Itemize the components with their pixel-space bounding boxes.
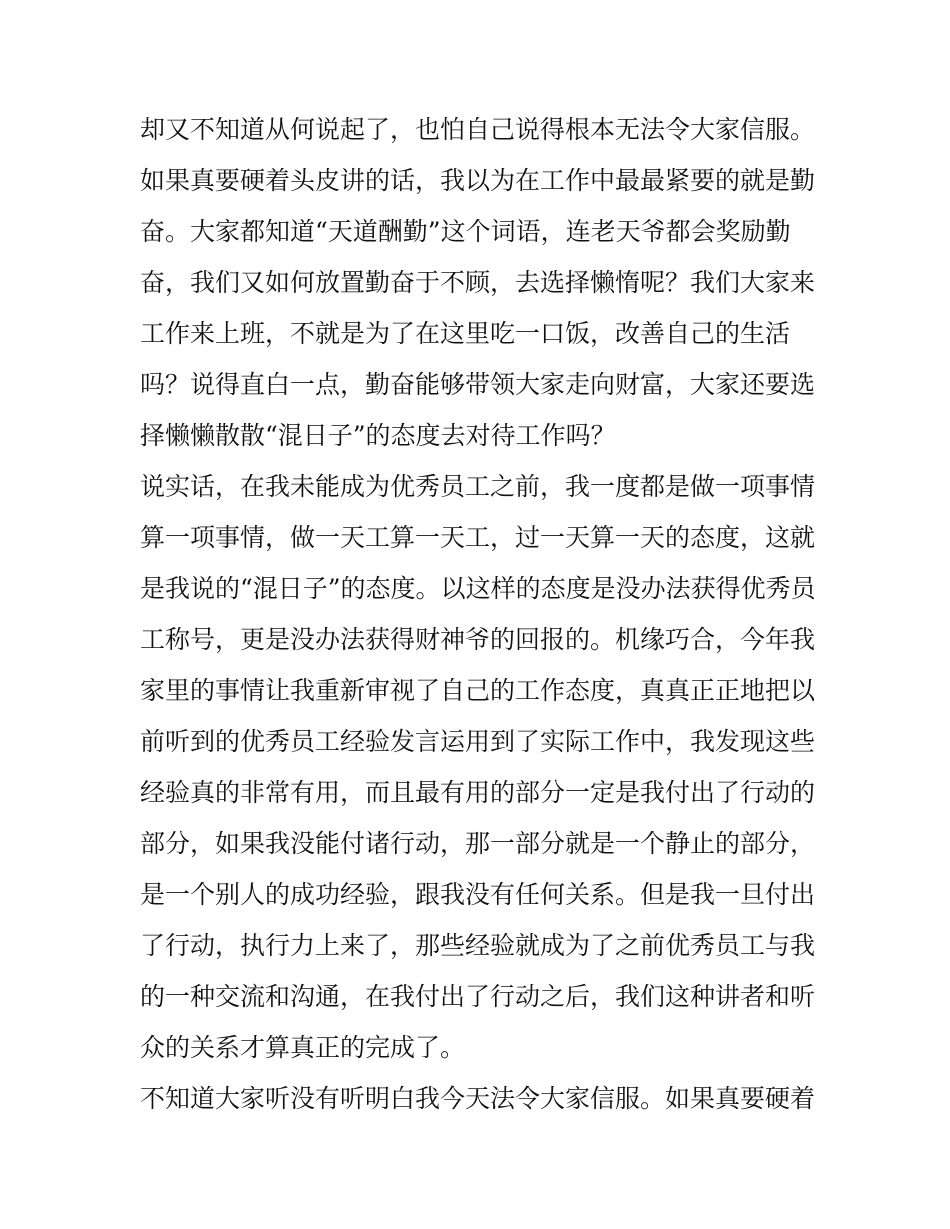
- text-line: 家里的事情让我重新审视了自己的工作态度，真真正正地把以: [140, 676, 816, 705]
- text-line: 择懒懒散散“混日子”的态度去对待工作吗？: [140, 421, 616, 450]
- text-line: 如果真要硬着头皮讲的话，我以为在工作中最最紧要的就是勤: [140, 166, 816, 195]
- text-line: 是一个别人的成功经验，跟我没有任何关系。但是我一旦付出: [140, 880, 816, 909]
- text-line: 却又不知道从何说起了，也怕自己说得根本无法令大家信服。: [140, 115, 816, 144]
- text-line: 前听到的优秀员工经验发言运用到了实际工作中，我发现这些: [140, 727, 816, 756]
- text-line: 不知道大家听没有听明白我今天法令大家信服。如果真要硬着: [140, 1084, 816, 1113]
- text-line: 了行动，执行力上来了，那些经验就成为了之前优秀员工与我: [140, 931, 816, 960]
- text-line: 算一项事情，做一天工算一天工，过一天算一天的态度，这就: [140, 523, 816, 552]
- text-line: 说实话，在我未能成为优秀员工之前，我一度都是做一项事情: [140, 472, 816, 501]
- document-body: [140, 104, 820, 1131]
- text-line: 奋。大家都知道“天道酬勤”这个词语，连老天爷都会奖励勤: [140, 217, 791, 246]
- text-line: 经验真的非常有用，而且最有用的部分一定是我付出了行动的: [140, 778, 816, 807]
- text-line: 工作来上班，不就是为了在这里吃一口饭，改善自己的生活: [140, 319, 791, 348]
- text-line: 的一种交流和沟通，在我付出了行动之后，我们这种讲者和听: [140, 982, 816, 1011]
- text-line: 众的关系才算真正的完成了。: [140, 1033, 466, 1062]
- text-line: 奋，我们又如何放置勤奋于不顾，去选择懒惰呢？我们大家来: [140, 268, 816, 297]
- text-line: 是我说的“混日子”的态度。以这样的态度是没办法获得优秀员: [140, 574, 816, 603]
- text-line: 部分，如果我没能付诸行动，那一部分就是一个静止的部分，: [140, 829, 816, 858]
- text-line: 工称号，更是没办法获得财神爷的回报的。机缘巧合，今年我: [140, 625, 816, 654]
- text-line: 吗？说得直白一点，勤奋能够带领大家走向财富，大家还要选: [140, 370, 816, 399]
